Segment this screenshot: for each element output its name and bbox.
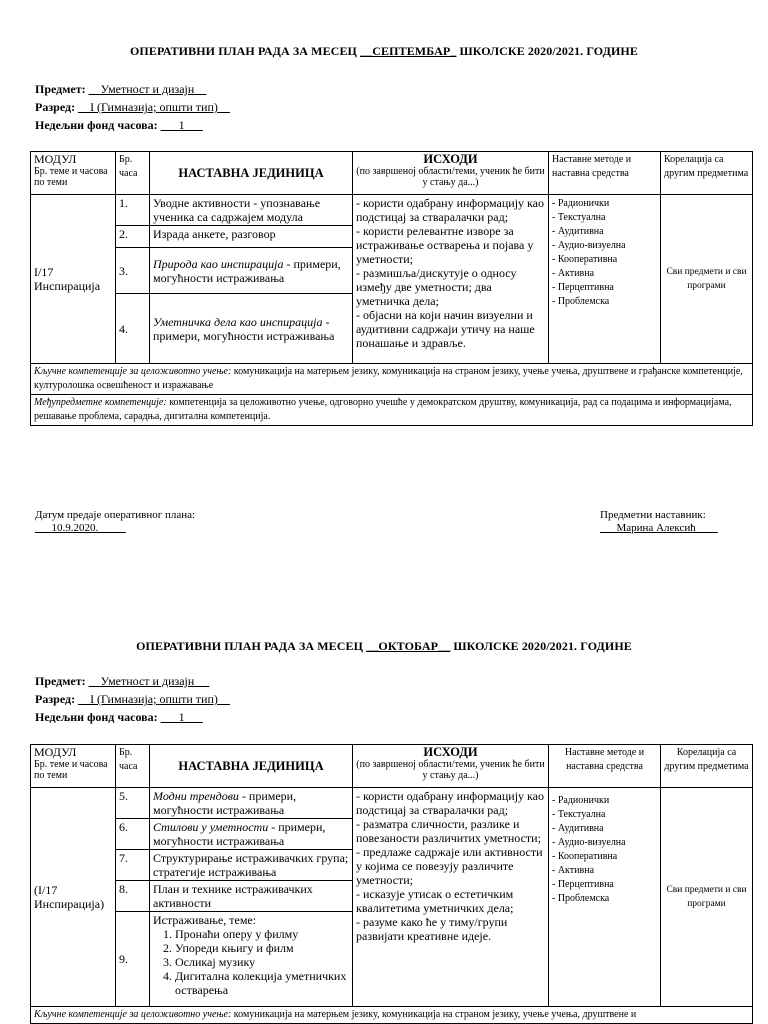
header-num: Бр. часа bbox=[116, 745, 150, 788]
header-outcomes: ИСХОДИ (по завршеној области/теми, ученик ће бити у стању да...) bbox=[353, 745, 549, 788]
title-prefix: ОПЕРАТИВНИ ПЛАН РАДА ЗА МЕСЕЦ bbox=[136, 639, 367, 653]
plan-table bbox=[30, 744, 753, 1024]
key-competences: Кључне компетенције за целоживотно учење: комуникација на матерњем језику, комуникација на страном језику, учење учења, друштвене и грађанске компетенције, културолошка освешћеност и изражавање bbox=[31, 364, 753, 395]
title-suffix: ШКОЛСКЕ 2020/2021. ГОДИНЕ bbox=[456, 44, 638, 58]
grade-label: Разред: bbox=[35, 692, 76, 706]
table-row bbox=[31, 195, 753, 226]
correlation-cell: Сви предмети и сви програми bbox=[661, 195, 753, 364]
date-value: ___10.9.2020._____ bbox=[35, 522, 126, 534]
outcome-item: - објасни на који начин визуелни и аудитивни садржаји утичу на наше понашање и здравље. bbox=[356, 308, 535, 350]
header-correlation: Корелација са другим предметима bbox=[661, 745, 753, 788]
fund-value: ___1___ bbox=[160, 118, 203, 132]
row-unit: Уводне активности - упознавање ученика са садржајем модула bbox=[150, 195, 353, 226]
list-item: 4. Дигитална колекција уметничких остварења bbox=[175, 969, 349, 997]
outcome-item: - размишља/дискутује о односу између две уметности; два уметничка дела; bbox=[356, 266, 517, 308]
header-module: МОДУЛ Бр. теме и часова по теми bbox=[31, 745, 116, 788]
method-item: - Кооперативна bbox=[552, 851, 618, 862]
module-cell: (I/17 Инспирација) bbox=[31, 788, 116, 1007]
list-item: 3. Осликај музику bbox=[175, 955, 349, 969]
table-header-row bbox=[31, 745, 753, 788]
row-num: 8. bbox=[116, 881, 150, 912]
fund-value: ___1___ bbox=[160, 710, 203, 724]
methods-cell bbox=[549, 195, 661, 364]
row-unit: Структурирање истраживачких група; стратегије истраживања bbox=[150, 850, 353, 881]
method-item: - Аудитивна bbox=[552, 823, 604, 834]
submission-date bbox=[35, 509, 195, 535]
method-item: - Текстуална bbox=[552, 212, 606, 223]
subject-value: __Уметност и дизајн__ bbox=[88, 82, 207, 96]
row-unit: Модни трендови - примери, могућности истраживања bbox=[150, 788, 353, 819]
header-unit: НАСТАВНА ЈЕДИНИЦА bbox=[150, 152, 353, 195]
method-item: - Активна bbox=[552, 268, 595, 279]
method-item: - Активна bbox=[552, 865, 595, 876]
subject-value: __Уметност и дизајн __ bbox=[88, 674, 210, 688]
subject-label: Предмет: bbox=[35, 82, 86, 96]
method-item: - Проблемска bbox=[552, 893, 610, 904]
table-row bbox=[31, 788, 753, 819]
outcome-item: - користи одабрану информацију као подстицај за стваралачки рад; bbox=[356, 196, 544, 224]
header-methods: Наставне методе и наставна средства bbox=[549, 152, 661, 195]
date-label: Датум предаје оперативног плана: bbox=[35, 509, 196, 521]
method-item: - Текстуална bbox=[552, 809, 606, 820]
teacher-signature bbox=[600, 509, 718, 535]
outcome-item: - користи релевантне изворе за истраживање остварења и појава у уметности; bbox=[356, 224, 534, 266]
correlation-cell: Сви предмети и сви програми bbox=[661, 788, 753, 1007]
header-module: МОДУЛ Бр. теме и часова по теми bbox=[31, 152, 116, 195]
plan-title bbox=[0, 44, 768, 59]
grade-label: Разред: bbox=[35, 100, 76, 114]
row-num: 4. bbox=[116, 294, 150, 364]
method-item: - Аудитивна bbox=[552, 226, 604, 237]
methods-cell bbox=[549, 788, 661, 1007]
method-item: - Аудио-визуелна bbox=[552, 837, 626, 848]
cross-competences: Међупредметне компетенције: компетенција за целоживотно учење, одговорно учешће у демократском друштву, комуникација, рад са подацима и информацијама, решавање проблема, сарадња, дигитална компетенција. bbox=[31, 395, 753, 426]
outcome-item: - предлаже садржаје или активности у којима се повезују различите уметности; bbox=[356, 845, 543, 887]
key-competences: Кључне компетенције за целоживотно учење: комуникација на матерњем језику, комуникација на страном језику, учење учења, друштвене и bbox=[31, 1007, 753, 1024]
key-competences-row bbox=[31, 364, 753, 395]
fund-label: Недељни фонд часова: bbox=[35, 118, 158, 132]
header-correlation: Корелација са другим предметима bbox=[661, 152, 753, 195]
cross-competences-row bbox=[31, 395, 753, 426]
method-item: - Аудио-визуелна bbox=[552, 240, 626, 251]
row-unit: Стилови у уметности - примери, могућности истраживања bbox=[150, 819, 353, 850]
row-num: 3. bbox=[116, 248, 150, 294]
research-topics-list bbox=[153, 927, 349, 997]
header-methods: Наставне методе и наставна средства bbox=[549, 745, 661, 788]
method-item: - Кооперативна bbox=[552, 254, 618, 265]
outcome-item: - разматра сличности, разлике и повезаности различитих уметности; bbox=[356, 817, 541, 845]
meta-block bbox=[35, 672, 230, 726]
teacher-label: Предметни наставник: bbox=[600, 509, 706, 521]
method-item: - Радионички bbox=[552, 795, 610, 806]
row-unit: Истраживање, теме: 1. Пронаћи оперу у филму 2. Упореди књигу и филм 3. Осликај музику 4. Дигитална колекција уметничких остварења bbox=[150, 912, 353, 1007]
row-num: 2. bbox=[116, 226, 150, 248]
title-month: __СЕПТЕМБАР_ bbox=[360, 44, 457, 58]
table-header-row bbox=[31, 152, 753, 195]
teacher-value: ___Марина Алексић____ bbox=[600, 522, 718, 534]
outcome-item: - користи одабрану информацију као подстицај за стваралачки рад; bbox=[356, 789, 544, 817]
key-competences-row bbox=[31, 1007, 753, 1024]
outcome-item: - разуме како ће у тиму/групи развијати креативне идеје. bbox=[356, 915, 508, 943]
row-unit: Израда анкете, разговор bbox=[150, 226, 353, 248]
method-item: - Перцептивна bbox=[552, 879, 614, 890]
outcomes-cell bbox=[353, 788, 549, 1007]
plan-title bbox=[0, 639, 768, 654]
plan-table bbox=[30, 151, 753, 426]
row-unit: Уметничка дела као инспирација - примери, могућности истраживања bbox=[150, 294, 353, 364]
row-num: 7. bbox=[116, 850, 150, 881]
outcomes-cell bbox=[353, 195, 549, 364]
row-num: 5. bbox=[116, 788, 150, 819]
title-month: __ОКТОБАР__ bbox=[366, 639, 451, 653]
title-suffix: ШКОЛСКЕ 2020/2021. ГОДИНЕ bbox=[450, 639, 632, 653]
meta-block bbox=[35, 80, 230, 134]
row-num: 1. bbox=[116, 195, 150, 226]
method-item: - Проблемска bbox=[552, 296, 610, 307]
grade-value: __I (Гимназија; општи тип)__ bbox=[78, 692, 230, 706]
row-unit: План и технике истраживачких активности bbox=[150, 881, 353, 912]
fund-label: Недељни фонд часова: bbox=[35, 710, 158, 724]
header-num: Бр. часа bbox=[116, 152, 150, 195]
method-item: - Перцептивна bbox=[552, 282, 614, 293]
header-unit: НАСТАВНА ЈЕДИНИЦА bbox=[150, 745, 353, 788]
subject-label: Предмет: bbox=[35, 674, 86, 688]
row-num: 9. bbox=[116, 912, 150, 1007]
list-item: 2. Упореди књигу и филм bbox=[175, 941, 349, 955]
row-num: 6. bbox=[116, 819, 150, 850]
grade-value: __I (Гимназија; општи тип)__ bbox=[78, 100, 230, 114]
outcome-item: - исказује утисак о естетичким квалитетима уметничких дела; bbox=[356, 887, 514, 915]
title-prefix: ОПЕРАТИВНИ ПЛАН РАДА ЗА МЕСЕЦ bbox=[130, 44, 361, 58]
header-outcomes: ИСХОДИ (по завршеној области/теми, ученик ће бити у стању да...) bbox=[353, 152, 549, 195]
method-item: - Радионички bbox=[552, 198, 610, 209]
row-unit: Природа као инспирација - примери, могућности истраживања bbox=[150, 248, 353, 294]
module-cell: I/17 Инспирација bbox=[31, 195, 116, 364]
list-item: 1. Пронаћи оперу у филму bbox=[175, 927, 349, 941]
